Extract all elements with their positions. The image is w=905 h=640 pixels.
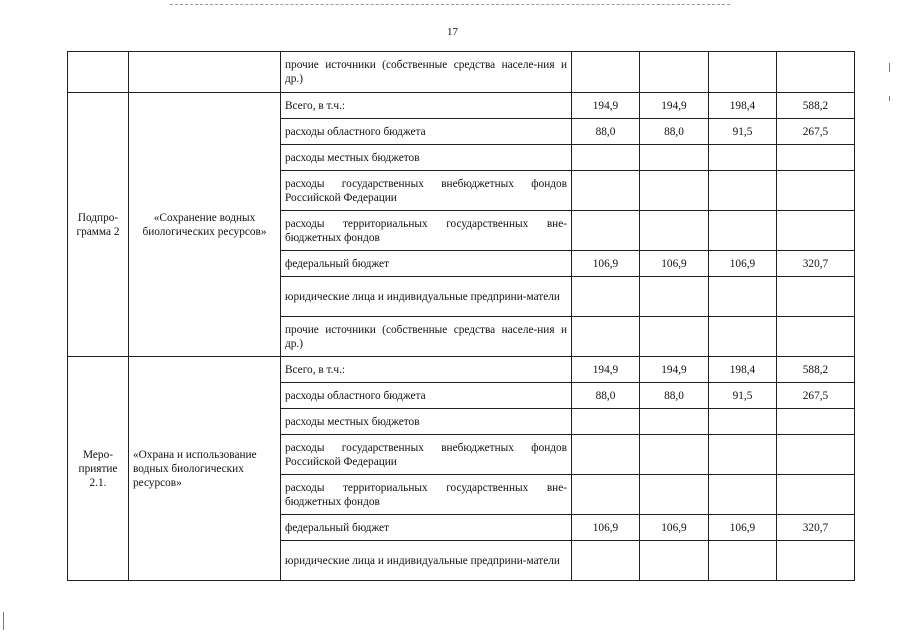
funding-source-cell: Всего, в т.ч.: [281, 93, 572, 119]
page-number: 17 [447, 26, 458, 38]
table-row [68, 357, 855, 383]
scan-edge-mark [889, 63, 890, 72]
funding-source-cell: федеральный бюджет [281, 515, 572, 541]
year-value-cell [572, 475, 640, 515]
total-value-cell [777, 211, 855, 251]
table-row [68, 52, 855, 93]
year-value-cell: 194,9 [640, 357, 709, 383]
year-value-cell: 106,9 [572, 251, 640, 277]
total-value-cell [777, 475, 855, 515]
year-value-cell: 106,9 [640, 251, 709, 277]
year-value-cell: 194,9 [572, 357, 640, 383]
year-value-cell [709, 52, 777, 93]
year-value-cell [572, 211, 640, 251]
year-value-cell: 194,9 [572, 93, 640, 119]
total-value-cell: 320,7 [777, 515, 855, 541]
year-value-cell [709, 475, 777, 515]
year-value-cell [640, 435, 709, 475]
year-value-cell [709, 317, 777, 357]
total-value-cell [777, 145, 855, 171]
year-value-cell: 106,9 [572, 515, 640, 541]
year-value-cell [640, 475, 709, 515]
total-value-cell [777, 541, 855, 581]
program-title-cell [129, 52, 281, 93]
year-value-cell [572, 435, 640, 475]
funding-table-body [68, 52, 855, 581]
total-value-cell [777, 171, 855, 211]
scan-edge-mark [889, 96, 890, 101]
total-value-cell [777, 317, 855, 357]
funding-source-cell: юридические лица и индивидуальные предприни-матели [281, 541, 572, 581]
year-value-cell [572, 541, 640, 581]
funding-source-cell: расходы государственных внебюджетных фондов Российской Федерации [281, 171, 572, 211]
year-value-cell: 88,0 [640, 119, 709, 145]
year-value-cell [572, 409, 640, 435]
total-value-cell [777, 409, 855, 435]
year-value-cell [709, 171, 777, 211]
year-value-cell [709, 145, 777, 171]
year-value-cell [709, 211, 777, 251]
year-value-cell: 198,4 [709, 357, 777, 383]
year-value-cell: 88,0 [640, 383, 709, 409]
year-value-cell: 88,0 [572, 383, 640, 409]
year-value-cell [640, 171, 709, 211]
funding-source-cell: расходы территориальных государственных вне-бюджетных фондов [281, 211, 572, 251]
year-value-cell [572, 171, 640, 211]
funding-source-cell: Всего, в т.ч.: [281, 357, 572, 383]
program-label-cell [68, 52, 129, 93]
year-value-cell [709, 435, 777, 475]
total-value-cell: 267,5 [777, 119, 855, 145]
year-value-cell [709, 409, 777, 435]
program-title-cell: «Охрана и использование водных биологических ресурсов» [129, 357, 281, 581]
total-value-cell [777, 435, 855, 475]
year-value-cell [572, 52, 640, 93]
funding-source-cell: юридические лица и индивидуальные предприни-матели [281, 277, 572, 317]
funding-source-cell: прочие источники (собственные средства населе-ния и др.) [281, 52, 572, 93]
year-value-cell [640, 541, 709, 581]
funding-source-cell: расходы областного бюджета [281, 119, 572, 145]
year-value-cell [640, 145, 709, 171]
year-value-cell [640, 409, 709, 435]
year-value-cell: 106,9 [709, 515, 777, 541]
year-value-cell: 198,4 [709, 93, 777, 119]
total-value-cell [777, 277, 855, 317]
year-value-cell [640, 277, 709, 317]
year-value-cell: 91,5 [709, 383, 777, 409]
year-value-cell [572, 317, 640, 357]
funding-source-cell: прочие источники (собственные средства населе-ния и др.) [281, 317, 572, 357]
year-value-cell: 106,9 [640, 515, 709, 541]
year-value-cell [709, 277, 777, 317]
funding-source-cell: федеральный бюджет [281, 251, 572, 277]
year-value-cell [640, 52, 709, 93]
year-value-cell [572, 145, 640, 171]
scan-top-rule [170, 4, 730, 5]
program-title-cell: «Сохранение водных биологических ресурсов» [129, 93, 281, 357]
year-value-cell [640, 317, 709, 357]
program-label-cell: Подпро-грамма 2 [68, 93, 129, 357]
year-value-cell: 106,9 [709, 251, 777, 277]
funding-source-cell: расходы государственных внебюджетных фондов Российской Федерации [281, 435, 572, 475]
total-value-cell: 267,5 [777, 383, 855, 409]
scan-edge-mark [3, 612, 4, 630]
total-value-cell: 320,7 [777, 251, 855, 277]
total-value-cell: 588,2 [777, 357, 855, 383]
year-value-cell [572, 277, 640, 317]
year-value-cell: 88,0 [572, 119, 640, 145]
table-row [68, 93, 855, 119]
year-value-cell [709, 541, 777, 581]
funding-source-cell: расходы территориальных государственных вне-бюджетных фондов [281, 475, 572, 515]
year-value-cell: 194,9 [640, 93, 709, 119]
total-value-cell: 588,2 [777, 93, 855, 119]
year-value-cell: 91,5 [709, 119, 777, 145]
total-value-cell [777, 52, 855, 93]
year-value-cell [640, 211, 709, 251]
funding-source-cell: расходы областного бюджета [281, 383, 572, 409]
funding-table [67, 51, 855, 581]
funding-source-cell: расходы местных бюджетов [281, 145, 572, 171]
program-label-cell: Меро-приятие 2.1. [68, 357, 129, 581]
funding-source-cell: расходы местных бюджетов [281, 409, 572, 435]
